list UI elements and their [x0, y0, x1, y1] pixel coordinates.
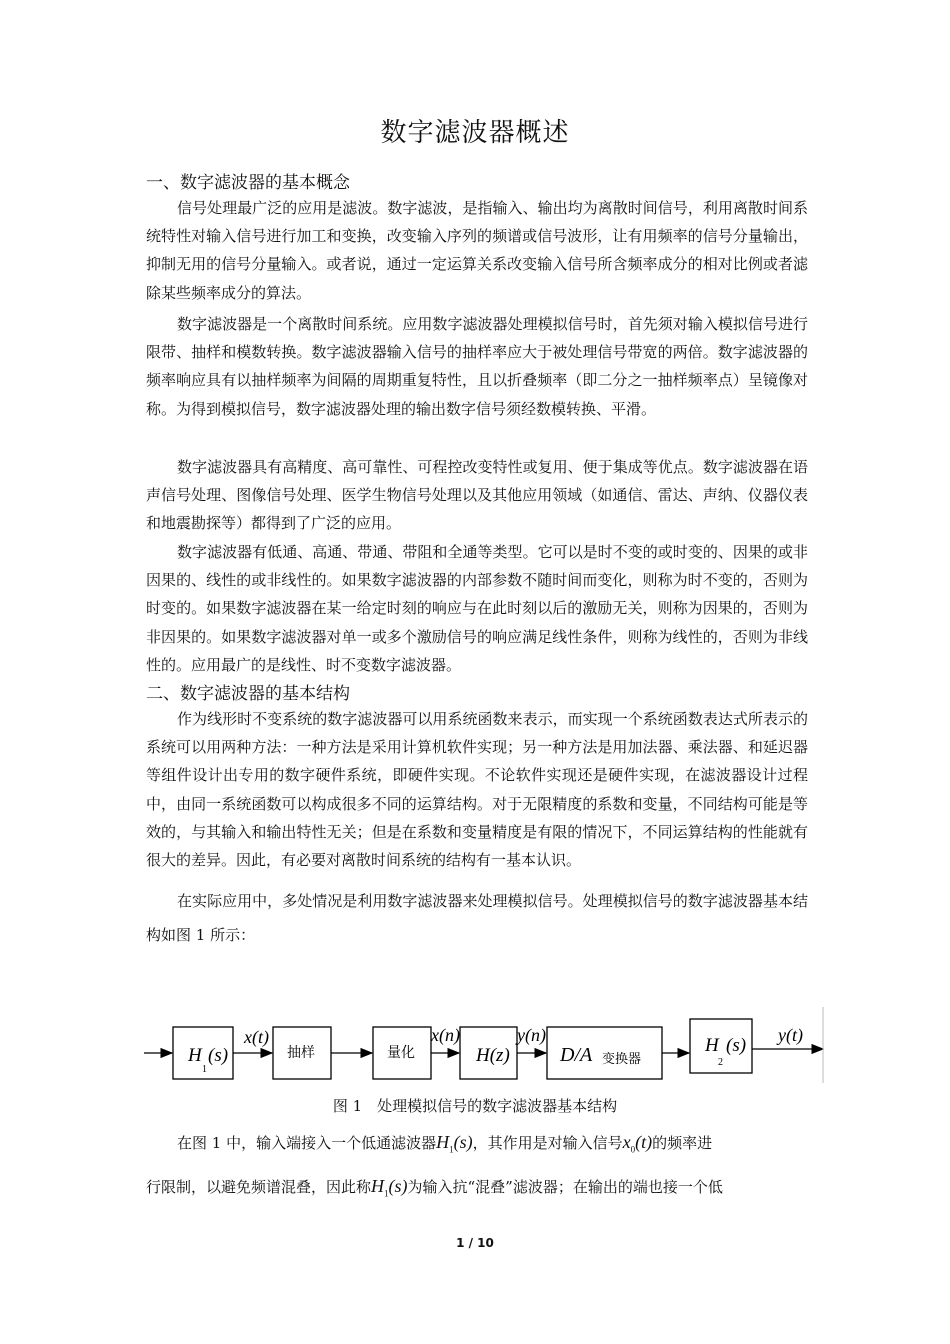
- section-heading-1: 一、数字滤波器的基本概念: [146, 173, 350, 193]
- da-suffix: 变换器: [602, 1052, 642, 1067]
- paragraph: 在图 1 中，输入端接入一个低通滤波器$H_1(s)$，其作用是对输入信号$x_0(t)$的频率进 行限制，以避免频谱混叠，因此称$H_1(s)$为输入抗“混叠”滤波器；在输出的端也接一个低: [146, 1132, 723, 1199]
- h1-subscript: 1: [202, 1064, 207, 1075]
- signal-yn: y(n): [517, 1025, 546, 1045]
- da-label: D/A: [560, 1044, 593, 1066]
- signal-xt: x(t): [244, 1027, 269, 1047]
- paragraph: 数字滤波器有低通、高通、带通、带阻和全通等类型。它可以是时不变的或时变的、因果的或非因果的、线性的或非线性的。如果数字滤波器的内部参数不随时间而变化，则称为时不变的，否则为时变的。如果数字滤波器在某一给定时刻的响应与在此时刻以后的激励无关，则称为因果的，否则为非因果的。如果数字滤波器对单一或多个激励信号的响应满足线性条件，则称为线性的，否则为非线性的。应用最广的是线性、时不变数字滤波器。: [146, 543, 808, 674]
- h1-argument: (s): [208, 1045, 229, 1066]
- signal-xn: x(n): [431, 1025, 460, 1045]
- h2-subscript: 2: [718, 1057, 723, 1068]
- paragraph: 数字滤波器是一个离散时间系统。应用数字滤波器处理模拟信号时，首先须对输入模拟信号进行限带、抽样和模数转换。数字滤波器输入信号的抽样率应大于被处理信号带宽的两倍。数字滤波器的频率响应具有以抽样频率为间隔的周期重复特性，且以折叠频率（即二分之一抽样频率点）呈镜像对称。为得到模拟信号，数字滤波器处理的输出数字信号须经数模转换、平滑。: [146, 315, 808, 418]
- signal-yt: y(t): [778, 1025, 803, 1045]
- math-h1: $H_1(s)$: [436, 1132, 473, 1155]
- paragraph: 作为线形时不变系统的数字滤波器可以用系统函数来表示，而实现一个系统函数表达式所表示的系统可以用两种方法：一种方法是采用计算机软件实现；另一种方法是用加法器、乘法器、和延迟器等组件设计出专用的数字硬件系统，即硬件实现。不论软件实现还是硬件实现，在滤波器设计过程中，由同一系统函数可以构成很多不同的运算结构。对于无限精度的系数和变量，不同结构可能是等效的，与其输入和输出特性无关；但是在系数和变量精度是有限的情况下，不同运算结构的性能就有很大的差异。因此，有必要对离散时间系统的结构有一基本认识。: [146, 710, 808, 870]
- page-number: 1 / 10: [456, 1236, 494, 1250]
- figure-caption: 图 1 处理模拟信号的数字滤波器基本结构: [332, 1097, 618, 1115]
- hz-label: H(z): [476, 1045, 510, 1066]
- paragraph: 数字滤波器具有高精度、高可靠性、可程控改变特性或复用、便于集成等优点。数字滤波器在语声信号处理、图像信号处理、医学生物信号处理以及其他应用领域（如通信、雷达、声纳、仪器仪表和地震勘探等）都得到了广泛的应用。: [146, 458, 808, 533]
- paragraph: 信号处理最广泛的应用是滤波。数字滤波，是指输入、输出均为离散时间信号，利用离散时间系统特性对输入信号进行加工和变换，改变输入序列的频谱或信号波形，让有用频率的信号分量输出，抑制无用的信号分量输入。或者说，通过一定运算关系改变输入信号所含频率成分的相对比例或者滤除某些频率成分的算法。: [146, 199, 808, 302]
- page-title: 数字滤波器概述: [380, 118, 570, 148]
- section-heading-2: 二、数字滤波器的基本结构: [146, 684, 350, 704]
- block-diagram: [140, 1005, 830, 1085]
- h2-argument: (s): [726, 1035, 747, 1056]
- math-h1: $H_1(s)$: [371, 1175, 408, 1199]
- h2-label: H: [705, 1035, 719, 1056]
- paragraph: 在实际应用中，多处情况是利用数字滤波器来处理模拟信号。处理模拟信号的数字滤波器基本结构如图 1 所示：: [146, 892, 808, 944]
- h1-label: H: [188, 1045, 202, 1066]
- math-x0: $x_0(t)$: [622, 1132, 653, 1155]
- sample-label: 抽样: [287, 1045, 315, 1061]
- quant-label: 量化: [387, 1045, 415, 1061]
